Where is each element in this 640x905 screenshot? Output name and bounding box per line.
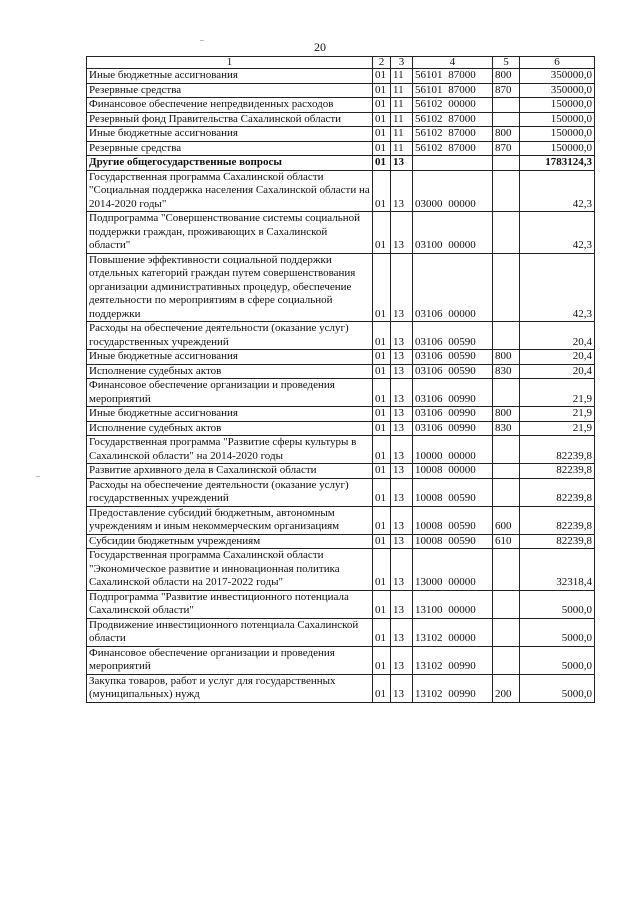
table-row xyxy=(87,478,595,506)
table-row xyxy=(87,98,595,113)
row-expense-type: 200 xyxy=(493,674,520,702)
table-row xyxy=(87,506,595,534)
row-expense-type: 600 xyxy=(493,506,520,534)
row-expense-type xyxy=(493,212,520,254)
row-expense-type xyxy=(493,549,520,591)
row-expense-type xyxy=(493,253,520,322)
row-section: 01 xyxy=(373,170,391,212)
row-section: 01 xyxy=(373,141,391,156)
row-name: Исполнение судебных актов xyxy=(87,364,373,379)
row-subsection: 13 xyxy=(391,421,413,436)
row-section: 01 xyxy=(373,364,391,379)
table-body xyxy=(87,57,595,703)
row-target-code: 03106 00000 xyxy=(413,253,493,322)
row-section: 01 xyxy=(373,421,391,436)
row-amount: 150000,0 xyxy=(520,127,595,142)
table-row xyxy=(87,421,595,436)
table-row xyxy=(87,322,595,350)
row-target-code: 13102 00990 xyxy=(413,646,493,674)
row-subsection: 13 xyxy=(391,534,413,549)
row-section: 01 xyxy=(373,212,391,254)
row-subsection: 13 xyxy=(391,379,413,407)
table-row xyxy=(87,674,595,702)
row-name: Субсидии бюджетным учреждениям xyxy=(87,534,373,549)
row-subsection: 11 xyxy=(391,98,413,113)
row-expense-type xyxy=(493,322,520,350)
row-expense-type xyxy=(493,590,520,618)
row-amount: 20,4 xyxy=(520,350,595,365)
row-subsection: 13 xyxy=(391,407,413,422)
header-cell-3: 3 xyxy=(391,57,413,69)
table-row xyxy=(87,170,595,212)
row-target-code: 13100 00000 xyxy=(413,590,493,618)
row-section: 01 xyxy=(373,534,391,549)
row-amount: 82239,8 xyxy=(520,464,595,479)
table-row xyxy=(87,112,595,127)
row-amount: 5000,0 xyxy=(520,618,595,646)
scan-mark xyxy=(36,476,40,477)
row-name: Расходы на обеспечение деятельности (оказание услуг) государственных учреждений xyxy=(87,478,373,506)
row-subsection: 11 xyxy=(391,69,413,84)
row-section: 01 xyxy=(373,478,391,506)
row-expense-type: 800 xyxy=(493,407,520,422)
row-name: Государственная программа "Развитие сферы культуры в Сахалинской области" на 2014-2020 годы xyxy=(87,436,373,464)
row-section: 01 xyxy=(373,379,391,407)
row-expense-type: 800 xyxy=(493,127,520,142)
row-expense-type xyxy=(493,112,520,127)
row-target-code: 56102 87000 xyxy=(413,112,493,127)
row-amount: 150000,0 xyxy=(520,98,595,113)
row-amount: 5000,0 xyxy=(520,646,595,674)
row-target-code: 03106 00590 xyxy=(413,322,493,350)
page-number: 20 xyxy=(314,40,326,54)
row-expense-type xyxy=(493,98,520,113)
header-cell-6: 6 xyxy=(520,57,595,69)
row-subsection: 13 xyxy=(391,156,413,171)
row-name: Закупка товаров, работ и услуг для государственных (муниципальных) нужд xyxy=(87,674,373,702)
row-subsection: 13 xyxy=(391,549,413,591)
table-header-row xyxy=(87,57,595,69)
row-subsection: 13 xyxy=(391,618,413,646)
row-section: 01 xyxy=(373,253,391,322)
row-expense-type: 830 xyxy=(493,421,520,436)
row-name: Государственная программа Сахалинской области "Экономическое развитие и инновационная политика Сахалинской области на 2017-2022 годы" xyxy=(87,549,373,591)
row-subsection: 13 xyxy=(391,322,413,350)
row-amount: 42,3 xyxy=(520,212,595,254)
row-subsection: 13 xyxy=(391,590,413,618)
row-target-code: 03106 00990 xyxy=(413,379,493,407)
row-section: 01 xyxy=(373,83,391,98)
row-target-code: 56102 87000 xyxy=(413,127,493,142)
row-amount: 150000,0 xyxy=(520,141,595,156)
row-name: Иные бюджетные ассигнования xyxy=(87,69,373,84)
row-amount: 20,4 xyxy=(520,364,595,379)
row-section: 01 xyxy=(373,98,391,113)
row-subsection: 13 xyxy=(391,478,413,506)
row-section: 01 xyxy=(373,156,391,171)
table-row xyxy=(87,69,595,84)
row-target-code: 03100 00000 xyxy=(413,212,493,254)
row-amount: 82239,8 xyxy=(520,478,595,506)
row-section: 01 xyxy=(373,69,391,84)
table-row xyxy=(87,253,595,322)
row-target-code: 03106 00990 xyxy=(413,421,493,436)
row-section: 01 xyxy=(373,506,391,534)
row-amount: 42,3 xyxy=(520,170,595,212)
row-section: 01 xyxy=(373,350,391,365)
row-amount: 42,3 xyxy=(520,253,595,322)
row-name: Резервные средства xyxy=(87,141,373,156)
row-amount: 150000,0 xyxy=(520,112,595,127)
row-amount: 350000,0 xyxy=(520,83,595,98)
row-name: Финансовое обеспечение организации и проведения мероприятий xyxy=(87,646,373,674)
row-subsection: 13 xyxy=(391,364,413,379)
row-target-code: 10000 00000 xyxy=(413,436,493,464)
row-name: Финансовое обеспечение непредвиденных расходов xyxy=(87,98,373,113)
row-name: Резервные средства xyxy=(87,83,373,98)
row-expense-type xyxy=(493,379,520,407)
row-target-code: 10008 00000 xyxy=(413,464,493,479)
header-cell-1: 1 xyxy=(87,57,373,69)
row-amount: 21,9 xyxy=(520,379,595,407)
row-amount: 32318,4 xyxy=(520,549,595,591)
row-name: Иные бюджетные ассигнования xyxy=(87,127,373,142)
row-section: 01 xyxy=(373,112,391,127)
row-name: Исполнение судебных актов xyxy=(87,421,373,436)
row-section: 01 xyxy=(373,127,391,142)
row-subsection: 11 xyxy=(391,83,413,98)
row-target-code: 13102 00000 xyxy=(413,618,493,646)
row-name: Другие общегосударственные вопросы xyxy=(87,156,373,171)
row-target-code: 10008 00590 xyxy=(413,534,493,549)
table-row xyxy=(87,618,595,646)
table-row xyxy=(87,436,595,464)
row-expense-type xyxy=(493,618,520,646)
row-subsection: 13 xyxy=(391,253,413,322)
row-section: 01 xyxy=(373,436,391,464)
table-row xyxy=(87,127,595,142)
row-section: 01 xyxy=(373,549,391,591)
row-expense-type xyxy=(493,156,520,171)
table-row xyxy=(87,464,595,479)
row-expense-type: 830 xyxy=(493,364,520,379)
row-amount: 82239,8 xyxy=(520,534,595,549)
table-row xyxy=(87,83,595,98)
row-target-code: 56101 87000 xyxy=(413,83,493,98)
row-amount: 21,9 xyxy=(520,407,595,422)
row-amount: 1783124,3 xyxy=(520,156,595,171)
table-row xyxy=(87,407,595,422)
row-expense-type xyxy=(493,170,520,212)
row-target-code: 13102 00990 xyxy=(413,674,493,702)
row-subsection: 13 xyxy=(391,674,413,702)
row-section: 01 xyxy=(373,618,391,646)
row-target-code: 10008 00590 xyxy=(413,506,493,534)
row-subsection: 13 xyxy=(391,350,413,365)
budget-table xyxy=(86,56,595,703)
row-amount: 20,4 xyxy=(520,322,595,350)
row-expense-type xyxy=(493,646,520,674)
row-section: 01 xyxy=(373,674,391,702)
row-name: Расходы на обеспечение деятельности (оказание услуг) государственных учреждений xyxy=(87,322,373,350)
row-amount: 5000,0 xyxy=(520,590,595,618)
row-name: Государственная программа Сахалинской области "Социальная поддержка населения Сахалинской области на 2014-2020 годы" xyxy=(87,170,373,212)
row-subsection: 13 xyxy=(391,646,413,674)
row-subsection: 13 xyxy=(391,212,413,254)
row-expense-type: 800 xyxy=(493,350,520,365)
row-target-code: 13000 00000 xyxy=(413,549,493,591)
row-name: Повышение эффективности социальной поддержки отдельных категорий граждан путем совершенствования организации административных процедур, обеспечение деятельности по мероприятиям в сфере социальной поддержки xyxy=(87,253,373,322)
scan-mark xyxy=(200,40,204,41)
row-name: Иные бюджетные ассигнования xyxy=(87,407,373,422)
row-expense-type: 870 xyxy=(493,83,520,98)
row-name: Финансовое обеспечение организации и проведения мероприятий xyxy=(87,379,373,407)
row-expense-type: 610 xyxy=(493,534,520,549)
row-section: 01 xyxy=(373,464,391,479)
row-target-code: 56101 87000 xyxy=(413,69,493,84)
row-name: Подпрограмма "Развитие инвестиционного потенциала Сахалинской области" xyxy=(87,590,373,618)
row-expense-type: 870 xyxy=(493,141,520,156)
row-name: Подпрограмма "Совершенствование системы социальной поддержки граждан, проживающих в Сахалинской области" xyxy=(87,212,373,254)
row-name: Резервный фонд Правительства Сахалинской области xyxy=(87,112,373,127)
row-name: Предоставление субсидий бюджетным, автономным учреждениям и иным некоммерческим организациям xyxy=(87,506,373,534)
header-cell-2: 2 xyxy=(373,57,391,69)
row-subsection: 13 xyxy=(391,436,413,464)
row-amount: 82239,8 xyxy=(520,436,595,464)
row-section: 01 xyxy=(373,646,391,674)
row-subsection: 13 xyxy=(391,464,413,479)
row-subsection: 11 xyxy=(391,127,413,142)
row-expense-type xyxy=(493,436,520,464)
row-subsection: 13 xyxy=(391,170,413,212)
table-row xyxy=(87,646,595,674)
row-section: 01 xyxy=(373,322,391,350)
row-target-code: 03106 00590 xyxy=(413,350,493,365)
row-section: 01 xyxy=(373,407,391,422)
row-name: Развитие архивного дела в Сахалинской области xyxy=(87,464,373,479)
table-row xyxy=(87,141,595,156)
row-amount: 5000,0 xyxy=(520,674,595,702)
row-target-code: 56102 00000 xyxy=(413,98,493,113)
row-target-code: 03000 00000 xyxy=(413,170,493,212)
row-target-code: 03106 00990 xyxy=(413,407,493,422)
header-cell-4: 4 xyxy=(413,57,493,69)
table-row xyxy=(87,156,595,171)
row-target-code: 03106 00590 xyxy=(413,364,493,379)
header-cell-5: 5 xyxy=(493,57,520,69)
row-name: Иные бюджетные ассигнования xyxy=(87,350,373,365)
table-row xyxy=(87,364,595,379)
row-target-code: 56102 87000 xyxy=(413,141,493,156)
table-row xyxy=(87,212,595,254)
row-expense-type: 800 xyxy=(493,69,520,84)
row-target-code xyxy=(413,156,493,171)
row-expense-type xyxy=(493,464,520,479)
row-name: Продвижение инвестиционного потенциала Сахалинской области xyxy=(87,618,373,646)
table-row xyxy=(87,350,595,365)
table-row xyxy=(87,590,595,618)
row-subsection: 11 xyxy=(391,141,413,156)
row-amount: 82239,8 xyxy=(520,506,595,534)
row-expense-type xyxy=(493,478,520,506)
row-subsection: 13 xyxy=(391,506,413,534)
table-row xyxy=(87,549,595,591)
row-section: 01 xyxy=(373,590,391,618)
row-amount: 21,9 xyxy=(520,421,595,436)
row-amount: 350000,0 xyxy=(520,69,595,84)
table-row xyxy=(87,379,595,407)
table-row xyxy=(87,534,595,549)
row-subsection: 11 xyxy=(391,112,413,127)
row-target-code: 10008 00590 xyxy=(413,478,493,506)
